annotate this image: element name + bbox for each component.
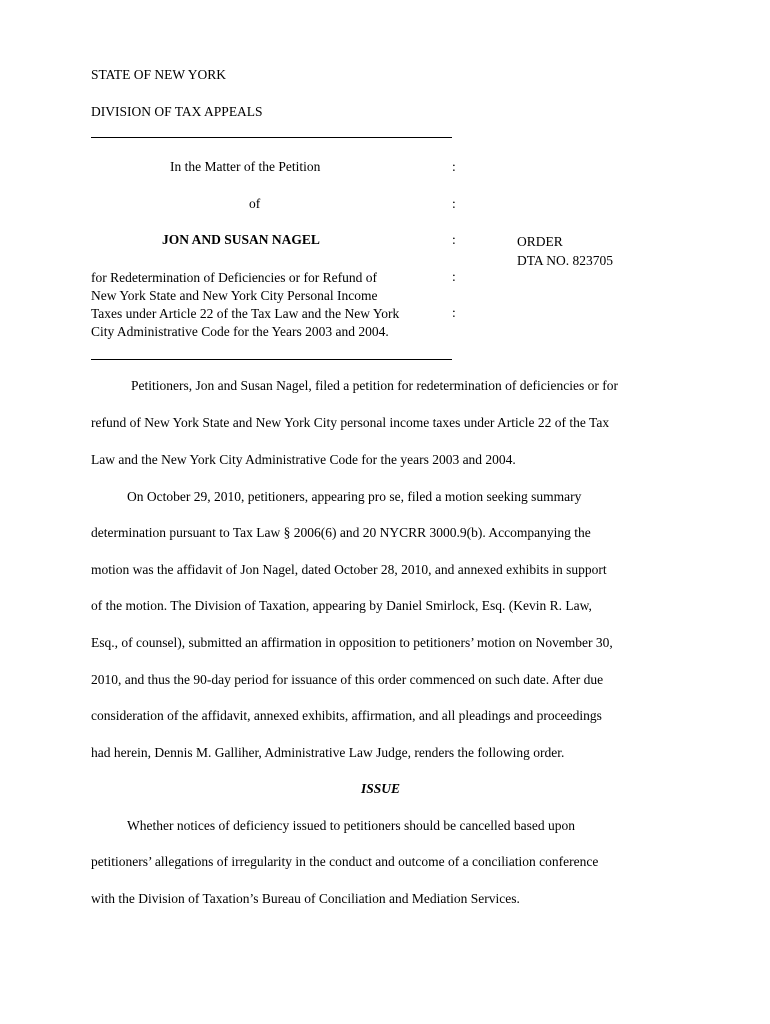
body-line: had herein, Dennis M. Galliher, Administrative Law Judge, renders the following order. [91, 745, 565, 760]
body-line: On October 29, 2010, petitioners, appearing pro se, filed a motion seeking summary [127, 489, 582, 504]
caption-of: of [249, 196, 261, 211]
body-line: 2010, and thus the 90-day period for issuance of this order commenced on such date. After due [91, 672, 604, 687]
caption-colon: : [452, 196, 456, 211]
order-number: DTA NO. 823705 [517, 253, 614, 268]
caption-description [91, 269, 451, 341]
caption-description-line: Taxes under Article 22 of the Tax Law and the New York [91, 306, 400, 321]
caption-description-line: City Administrative Code for the Years 2003 and 2004. [91, 324, 389, 339]
caption-matter: In the Matter of the Petition [170, 159, 321, 174]
caption-colon: : [452, 232, 456, 247]
header-division: DIVISION OF TAX APPEALS [91, 104, 263, 119]
caption-description-line: for Redetermination of Deficiencies or for Refund of [91, 270, 378, 285]
issue-heading: ISSUE [361, 781, 401, 796]
body-line: motion was the affidavit of Jon Nagel, dated October 28, 2010, and annexed exhibits in support [91, 562, 607, 577]
header-state: STATE OF NEW YORK [91, 67, 227, 82]
caption-bottom-rule [91, 359, 452, 360]
body-line: Petitioners, Jon and Susan Nagel, filed a petition for redetermination of deficiencies or for [131, 378, 618, 393]
caption-colon: : [452, 269, 456, 284]
order-title: ORDER [517, 234, 563, 249]
body-line: of the motion. The Division of Taxation, appearing by Daniel Smirlock, Esq. (Kevin R. Law, [91, 598, 592, 613]
body-line: Esq., of counsel), submitted an affirmation in opposition to petitioners’ motion on November 30, [91, 635, 613, 650]
caption-petitioners: JON AND SUSAN NAGEL [162, 232, 320, 247]
body-line: determination pursuant to Tax Law § 2006(6) and 20 NYCRR 3000.9(b). Accompanying the [91, 525, 591, 540]
issue-line: with the Division of Taxation’s Bureau of Conciliation and Mediation Services. [91, 891, 520, 906]
issue-line: petitioners’ allegations of irregularity in the conduct and outcome of a conciliation conference [91, 854, 599, 869]
body-line: refund of New York State and New York City personal income taxes under Article 22 of the Tax [91, 415, 610, 430]
order-block [517, 232, 613, 270]
body-line: consideration of the affidavit, annexed exhibits, affirmation, and all pleadings and proceedings [91, 708, 602, 723]
issue-line: Whether notices of deficiency issued to petitioners should be cancelled based upon [127, 818, 575, 833]
caption-colon: : [452, 159, 456, 174]
caption-description-line: New York State and New York City Personal Income [91, 288, 378, 303]
body-line: Law and the New York City Administrative Code for the years 2003 and 2004. [91, 452, 516, 467]
caption-top-rule [91, 137, 452, 138]
caption-colon: : [452, 305, 456, 320]
